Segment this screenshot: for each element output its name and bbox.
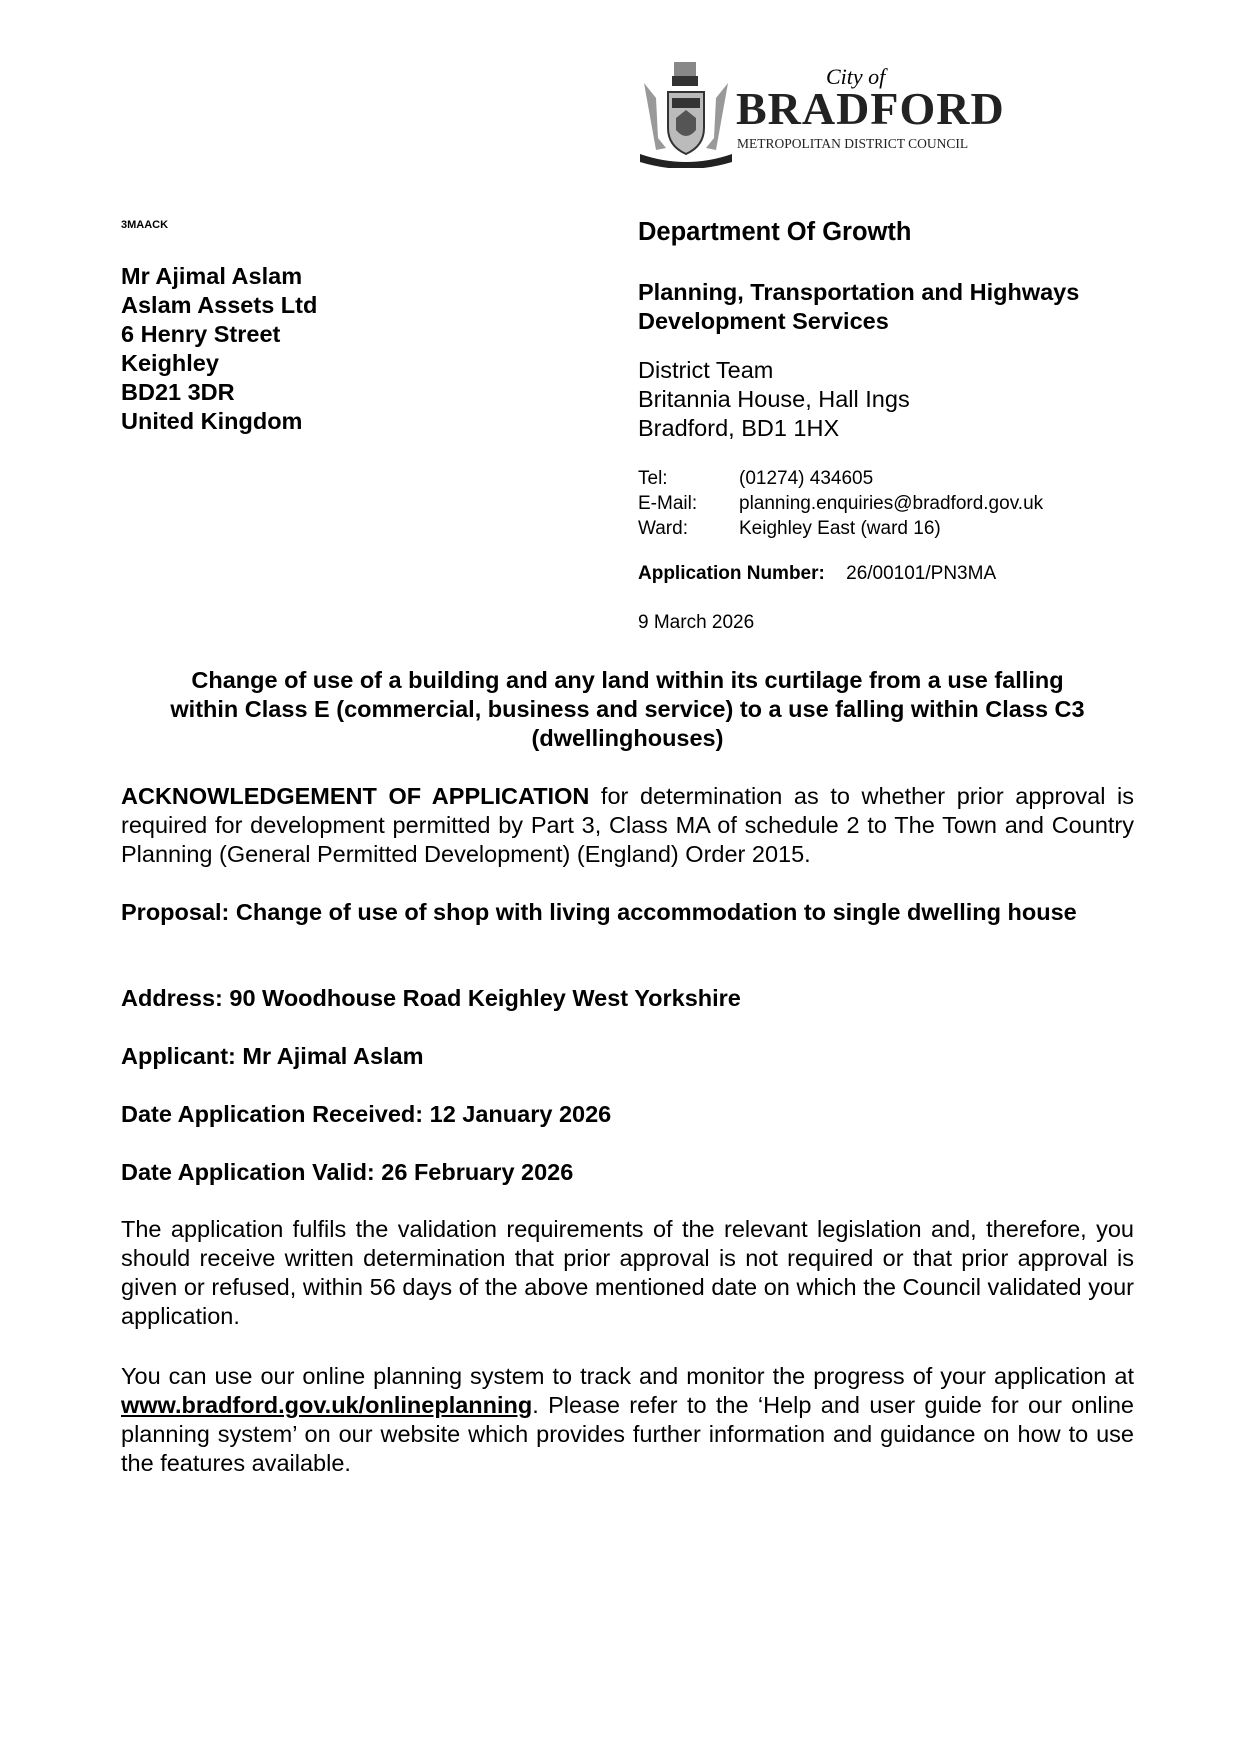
- contact-details: [638, 466, 1043, 541]
- coat-of-arms-icon: [636, 58, 736, 168]
- service-line: Planning, Transportation and Highways: [638, 279, 1080, 305]
- ward-value: Keighley East (ward 16): [739, 518, 941, 539]
- service-heading: [638, 278, 1079, 336]
- application-number: [638, 563, 996, 585]
- sender-address-line: Bradford, BD1 1HX: [638, 415, 840, 441]
- ward-label: Ward:: [638, 518, 688, 539]
- recipient-line: BD21 3DR: [121, 379, 235, 405]
- proposal: Proposal: Change of use of shop with living accommodation to single dwelling house: [121, 899, 1077, 925]
- application-number-label: Application Number:: [638, 563, 825, 584]
- service-line: Development Services: [638, 308, 889, 334]
- title-line: (dwellinghouses): [531, 725, 724, 751]
- logo-subtitle: METROPOLITAN DISTRICT COUNCIL: [737, 136, 969, 151]
- sender-address-line: District Team: [638, 357, 774, 383]
- recipient-line: Mr Ajimal Aslam: [121, 263, 303, 289]
- validation-paragraph: The application fulfils the validation requirements of the relevant legislation and, therefore, you should receive written determination that prior approval is not required or that prior approval is given or refused, within 56 days of the above mentioned date on which the Council validated your application.: [121, 1216, 1134, 1329]
- title-line: within Class E (commercial, business and service) to a use falling within Class C3: [170, 696, 1085, 722]
- site-address: Address: 90 Woodhouse Road Keighley West Yorkshire: [121, 985, 741, 1011]
- online-text-after: . Please refer to the ‘Help and user guide for our online planning system’ on our website which provides further information and guidance on how to use the features available.: [121, 1392, 1134, 1476]
- email-value[interactable]: planning.enquiries@bradford.gov.uk: [739, 493, 1044, 514]
- recipient-line: United Kingdom: [121, 408, 303, 434]
- letter-date: 9 March 2026: [638, 612, 755, 633]
- application-number-value: 26/00101/PN3MA: [846, 563, 997, 584]
- applicant: Applicant: Mr Ajimal Aslam: [121, 1043, 424, 1069]
- date-valid: Date Application Valid: 26 February 2026: [121, 1159, 574, 1185]
- logo-name: BRADFORD: [736, 83, 1005, 134]
- email-label: E-Mail:: [638, 493, 698, 514]
- date-received: Date Application Received: 12 January 2026: [121, 1101, 612, 1127]
- reference-code: 3MAACK: [121, 219, 169, 231]
- online-text-before: You can use our online planning system to track and monitor the progress of your application at: [121, 1363, 1134, 1389]
- sender-address: [638, 356, 910, 443]
- recipient-line: Aslam Assets Ltd: [121, 292, 318, 318]
- title-line: Change of use of a building and any land within its curtilage from a use falling: [191, 667, 1064, 693]
- online-planning-link[interactable]: www.bradford.gov.uk/onlineplanning: [121, 1392, 533, 1418]
- recipient-address: [121, 262, 317, 436]
- sender-address-line: Britannia House, Hall Ings: [638, 386, 910, 412]
- recipient-line: Keighley: [121, 350, 219, 376]
- acknowledgement-text: for determination as to whether prior approval is required for development permitted by Part 3, Class MA of schedule 2 to The Town and Country Planning (General Permitted Development) (England) Order 2015.: [121, 783, 1134, 867]
- acknowledgement-heading: ACKNOWLEDGEMENT OF APPLICATION: [121, 783, 590, 809]
- recipient-line: 6 Henry Street: [121, 321, 281, 347]
- tel-label: Tel:: [638, 468, 668, 489]
- department-heading: Department Of Growth: [638, 218, 912, 246]
- online-planning-paragraph: [121, 1362, 1134, 1478]
- logo-city-of: City of: [826, 64, 886, 89]
- letter-title: [121, 666, 1134, 753]
- bradford-council-logo: [636, 58, 1006, 168]
- tel-value: (01274) 434605: [739, 468, 874, 489]
- acknowledgement-paragraph: [121, 782, 1134, 869]
